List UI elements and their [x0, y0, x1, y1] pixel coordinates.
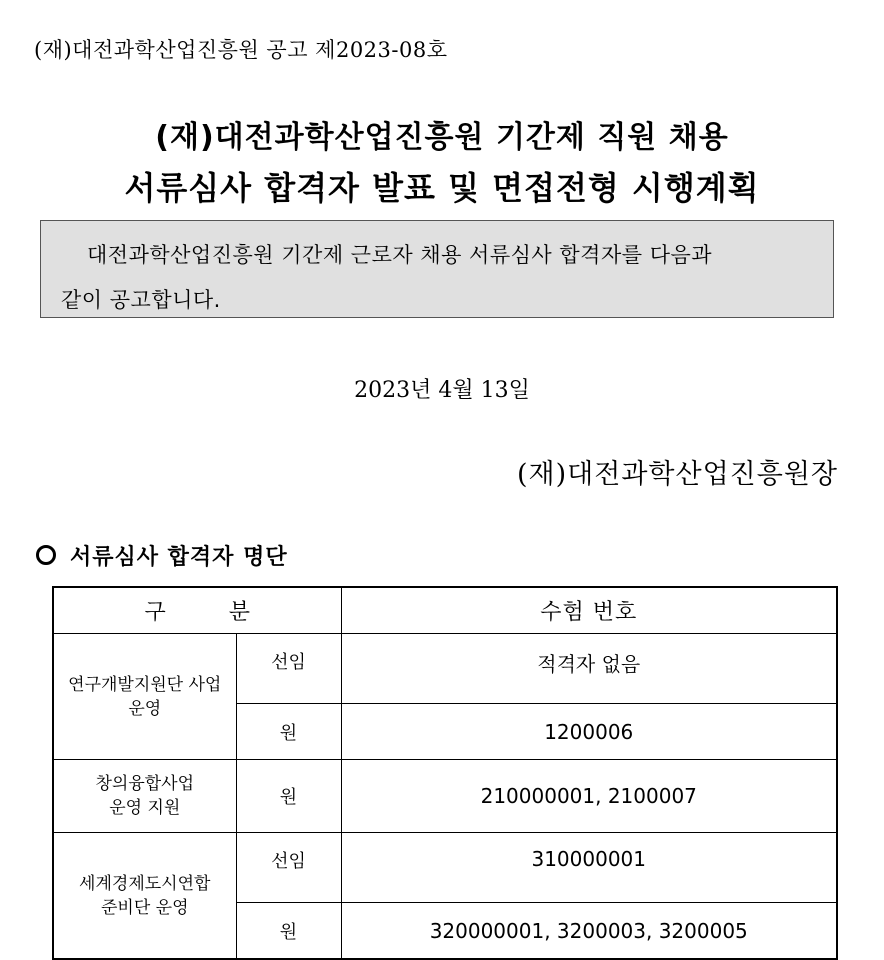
- header-category: 구 분: [53, 587, 341, 634]
- unit-cell: 연구개발지원단 사업 운영: [53, 634, 236, 760]
- table-row: [53, 760, 837, 833]
- unit-cell: 창의융합사업 운영 지원: [53, 760, 236, 833]
- header-exam-number: 수험 번호: [341, 587, 837, 634]
- role-cell: 선임: [236, 833, 341, 903]
- page-title-line1: (재)대전과학산업진흥원 기간제 직원 채용: [155, 120, 729, 155]
- role-cell: 원: [236, 903, 341, 960]
- table-header-row: [53, 587, 837, 634]
- exam-number-cell: 320000001, 3200003, 3200005: [341, 903, 837, 960]
- summary-box: [40, 220, 834, 318]
- section-heading: 서류심사 합격자 명단: [36, 540, 288, 571]
- summary-line2: 같이 공고합니다.: [61, 288, 221, 312]
- results-table: [52, 586, 838, 960]
- exam-number-cell: 310000001: [341, 833, 837, 903]
- unit-cell: 세계경제도시연합 준비단 운영: [53, 833, 236, 960]
- summary-line1: 대전과학산업진흥원 기간제 근로자 채용 서류심사 합격자를 다음과: [87, 243, 713, 267]
- circle-bullet-icon: [36, 545, 56, 565]
- exam-number-cell: 210000001, 2100007: [341, 760, 837, 833]
- exam-number-cell: 1200006: [341, 704, 837, 760]
- table-row: [53, 833, 837, 903]
- role-cell: 선임: [236, 634, 341, 704]
- announcement-date: 2023년 4월 13일: [354, 378, 530, 403]
- exam-number-cell: 적격자 없음: [341, 634, 837, 704]
- notice-number: (재)대전과학산업진흥원 공고 제2023-08호: [34, 38, 448, 62]
- role-cell: 원: [236, 760, 341, 833]
- table-row: [53, 634, 837, 704]
- page-title-line2: 서류심사 합격자 발표 및 면접전형 시행계획: [124, 169, 760, 207]
- role-cell: 원: [236, 704, 341, 760]
- issuer-name: (재)대전과학산업진흥원장: [517, 459, 838, 490]
